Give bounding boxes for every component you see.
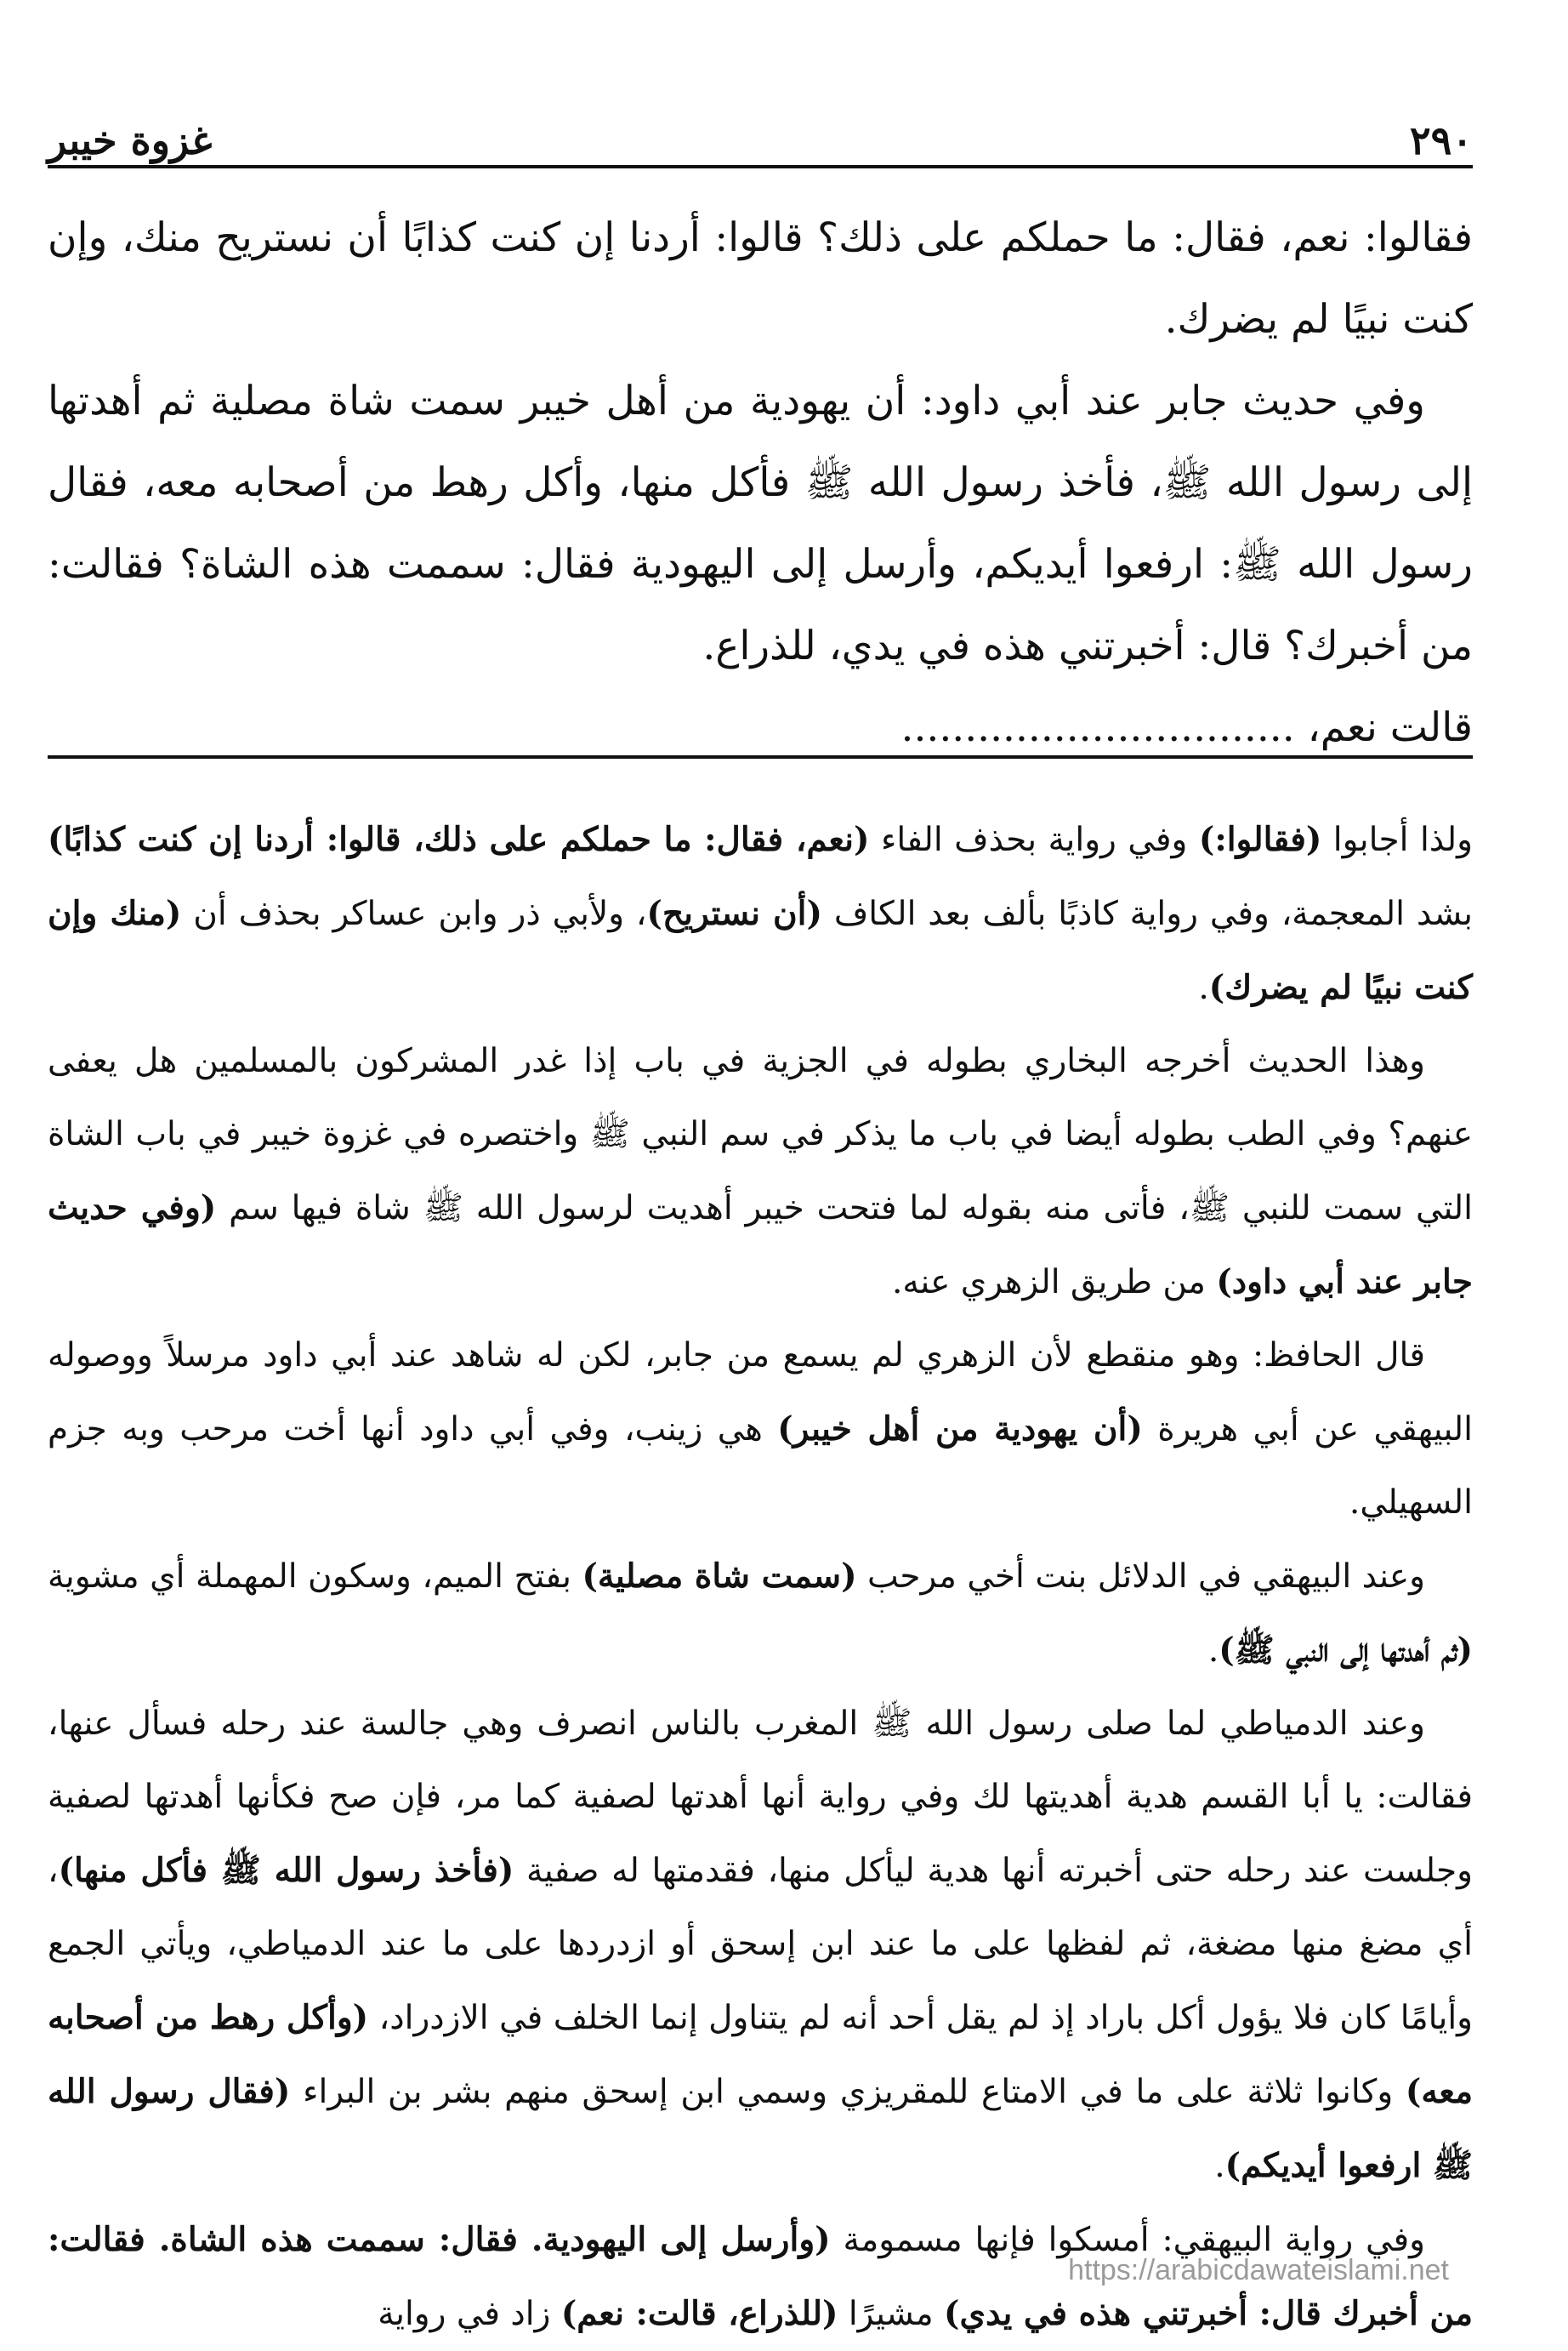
quoted-phrase: (سمت شاة مصلية) <box>582 1557 857 1596</box>
commentary-paragraph-1 <box>48 803 1473 1025</box>
commentary-text-run: مشيرًا <box>838 2295 945 2333</box>
commentary-text-run: . <box>1207 1631 1219 1670</box>
commentary-text-run: وفي رواية البيهقي: أمسكوا فإنها مسمومة <box>830 2221 1425 2259</box>
quoted-phrase: (ثم أهدتها إلى النبي ﷺ) <box>1219 1631 1473 1670</box>
commentary-text-run: . <box>1198 969 1209 1007</box>
commentary-paragraph-3 <box>48 1319 1473 1540</box>
main-paragraph-2: وفي حديث جابر عند أبي داود: أن يهودية من أهل خيبر سمت شاة مصلية ثم أهدتها إلى رسول الله ﷺ، فأخذ رسول الله ﷺ فأكل منها، وأكل رهط من أصحابه معه، فقال رسول الله ﷺ: ارفعوا أيديكم، وأرسل إلى اليهودية فقال: سممت هذه الشاة؟ فقالت: من أخبرك؟ قال: أخبرتني هذه في يدي، للذراع. <box>48 378 1473 669</box>
page-number: ٢٩٠ <box>1409 117 1473 163</box>
commentary-text-run: ، أي مضغ منها مضغة، ثم لفظها على ما عند ابن إسحق أو ازدردها على ما عند الدمياطي، ويأتي الجمع وأيامًا كان فلا يؤول أكل باراد إذ لم يقل أحد أنه لم يتناول إنما الخلف في الازدراد، <box>48 1852 1473 2037</box>
commentary-text-run: وعند الدمياطي لما صلى رسول الله ﷺ المغرب بالناس انصرف وهي جالسة عند رحله فسأل عنها، فقالت: يا أبا القسم هدية أهديتها لك وفي رواية أنها أهدتها لصفية كما مر، فإن صح فكأنها أهدتها لصفية وجلست عند رحله حتى أخبرته أنها هدية ليأكل منها، فقدمتها له صفية <box>48 1705 1473 1890</box>
main-paragraph-1: فقالوا: نعم، فقال: ما حملكم على ذلك؟ قالوا: أردنا إن كنت كذابًا أن نستريح منك، وإن كنت نبيًا لم يضرك. <box>48 214 1473 343</box>
main-paragraph-3-text: قالت نعم، <box>1307 704 1473 751</box>
commentary-text-run: زاد في رواية <box>378 2295 561 2333</box>
quoted-phrase: (للذراع، قالت: نعم) <box>560 2294 838 2333</box>
commentary-text-run: بفتح الميم، وسكون المهملة أي مشوية <box>48 1557 582 1596</box>
quoted-phrase: (فقالوا:) <box>1198 820 1322 859</box>
quoted-phrase: (وأرسل إلى اليهودية. فقال: سممت هذه الشاة. فقالت: من أخبرك قال: أخبرتني هذه في يدي) <box>48 2220 1473 2333</box>
commentary-text-run: من طريق الزهري عنه. <box>892 1263 1217 1301</box>
quoted-phrase: (أن نستريح) <box>646 894 822 933</box>
watermark-url: https://arabicdawateislami.net <box>1068 2254 1449 2286</box>
commentary-text-run: . <box>1214 2147 1225 2185</box>
commentary-text <box>48 803 1473 2351</box>
commentary-text-run: وكانوا ثلاثة على ما في الامتاع للمقريزي وسمي ابن إسحق منهم بشر بن البراء <box>290 2073 1406 2111</box>
quoted-phrase: (فقال رسول الله ﷺ ارفعوا أيديكم) <box>48 2072 1473 2185</box>
commentary-text-run: قال الحافظ: وهو منقطع لأن الزهري لم يسمع من جابر، لكن له شاهد عند أبي داود مرسلاً ووصوله البيهقي عن أبي هريرة <box>48 1336 1474 1449</box>
commentary-text-run: هي زينب، وفي أبي داود أنها أخت مرحب وبه جزم السهيلي. <box>48 1410 1473 1522</box>
quoted-phrase: (نعم، فقال: ما حملكم على ذلك، قالوا: أردنا إن كنت كذابًا) <box>48 820 870 859</box>
commentary-text-run: ولذا أجابوا <box>1321 821 1473 859</box>
commentary-text-run: وهذا الحديث أخرجه البخاري بطوله في الجزية في باب إذا غدر المشركون بالمسلمين هل يعفى عنهم؟ وفي الطب بطوله أيضا في باب ما يذكر في سم النبي ﷺ واختصره في غزوة خيبر في باب الشاة التي سمت للنبي ﷺ، فأتى منه بقوله لما فتحت خيبر أهديت لرسول الله ﷺ شاة فيها سم <box>48 1042 1473 1227</box>
commentary-paragraph-2 <box>48 1025 1473 1319</box>
commentary-paragraph-5 <box>48 1688 1473 2203</box>
quoted-phrase: (فأخذ رسول الله ﷺ فأكل منها) <box>58 1851 514 1890</box>
running-title: غزوة خيبر <box>48 117 213 163</box>
quoted-phrase: (أن يهودية من أهل خيبر) <box>777 1409 1143 1449</box>
commentary-text-run: بشد المعجمة، وفي رواية كاذبًا بألف بعد الكاف <box>821 895 1474 933</box>
header-rule <box>48 165 1473 168</box>
commentary-text-run: وفي رواية بحذف الفاء <box>869 821 1199 859</box>
ellipsis-dots: ............................... <box>900 704 1295 751</box>
section-divider <box>48 755 1473 759</box>
quoted-phrase: (وأكل رهط من أصحابه معه) <box>48 1998 1473 2111</box>
commentary-text-run: ، ولأبي ذر وابن عساكر بحذف أن <box>181 895 647 933</box>
page-header <box>48 100 1473 168</box>
commentary-text-run: وعند البيهقي في الدلائل بنت أخي مرحب <box>856 1557 1425 1596</box>
quoted-phrase: (وفي حديث جابر عند أبي داود) <box>48 1188 1473 1301</box>
main-text <box>48 197 1473 769</box>
commentary-paragraph-4 <box>48 1540 1473 1688</box>
quoted-phrase: (منك وإن كنت نبيًا لم يضرك) <box>48 894 1473 1007</box>
